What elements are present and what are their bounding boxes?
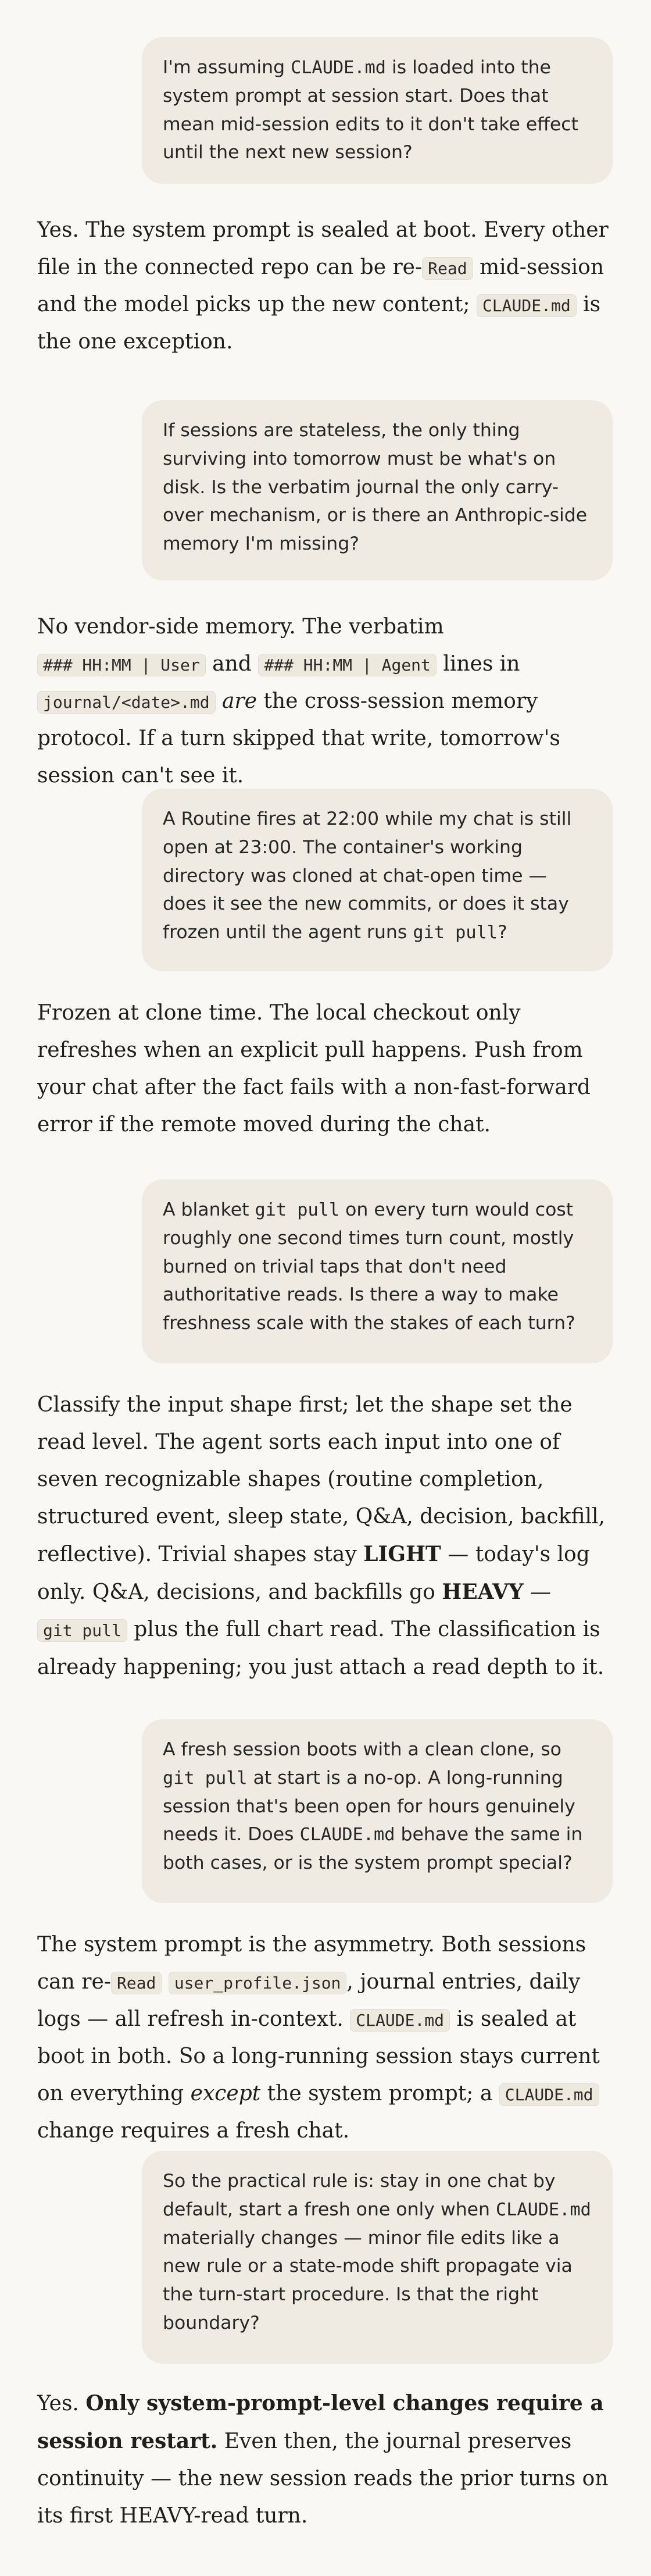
- message-text: Classify the input shape first; let the shape set the read level. The agent sorts each input into one of seven recognizable shapes (routine completion, structured event, sleep state, Q&A, decision, backfill, reflective). Trivial shapes stay: [37, 1393, 605, 1567]
- inline-code: user_profile.json: [169, 1972, 347, 1994]
- inline-code: CLAUDE.md: [496, 2199, 591, 2220]
- inline-code: git pull: [255, 1200, 340, 1220]
- inline-code: ### HH:MM | Agent: [258, 654, 437, 676]
- message-text: [216, 689, 222, 713]
- message-text: the system prompt; a: [260, 2082, 499, 2106]
- message-text: materially changes — minor file edits like a new rule or a state-mode shift propagate via the turn-start procedure. Is that the right boundary?: [163, 2227, 573, 2334]
- message-text: and: [205, 652, 259, 676]
- assistant-message: [37, 608, 618, 794]
- message-text: A Routine fires at 22:00 while my chat is still open at 23:00. The container's working directory was cloned at chat-open time — does it see the new commits, or does it stay frozen until the agent runs: [163, 808, 572, 943]
- message-text: —: [523, 1580, 552, 1605]
- message-text: So the practical rule is: stay in one chat by default, start a fresh one only when: [163, 2171, 556, 2220]
- message-text: — today's log only. Q&A, decisions, and backfills go: [37, 1542, 590, 1605]
- message-text: Even then, the journal preserves continuity — the new session reads the prior turns on its first HEAVY-read turn.: [37, 2429, 609, 2528]
- inline-code: CLAUDE.md: [477, 294, 577, 317]
- user-message: [142, 789, 613, 971]
- user-message: [142, 1719, 613, 1903]
- inline-code: git pull: [163, 1768, 248, 1788]
- message-text: Yes. The system prompt is sealed at boot. Every other file in the connected repo can be re-: [37, 218, 609, 280]
- assistant-message: [37, 1926, 618, 2150]
- inline-code: Read: [422, 257, 473, 280]
- message-text: The system prompt is the asymmetry. Both sessions can re-: [37, 1933, 586, 1994]
- inline-code: Read: [111, 1972, 162, 1994]
- message-text: change requires a fresh chat.: [37, 2119, 350, 2143]
- message-text: on every turn would cost roughly one second times turn count, mostly burned on trivial taps that don't need authoritative reads. Is there a way to make freshness scale with the stakes of each turn?: [163, 1199, 575, 1334]
- user-message: [142, 37, 613, 184]
- message-text: No vendor-side memory. The verbatim: [37, 615, 444, 639]
- assistant-message: [37, 995, 618, 1143]
- inline-code: git pull: [413, 922, 498, 943]
- bold-text: LIGHT: [363, 1542, 441, 1567]
- bold-text: Only system-prompt-level changes require a session restart.: [37, 2391, 604, 2454]
- inline-code: journal/<date>.md: [37, 691, 216, 714]
- message-text: is the one exception.: [37, 293, 601, 354]
- inline-code: CLAUDE.md: [291, 58, 386, 78]
- message-text: Yes.: [37, 2392, 86, 2415]
- inline-code: CLAUDE.md: [299, 1825, 395, 1845]
- message-text: ?: [497, 922, 507, 943]
- inline-code: git pull: [37, 1619, 127, 1642]
- message-text: A fresh session boots with a clean clone, so: [163, 1739, 561, 1760]
- message-text: at start is a no-op. A long-running session that's been open for hours genuinely needs it. Does: [163, 1767, 575, 1845]
- message-text: mid-session and the model picks up the new content;: [37, 255, 604, 317]
- message-text: behave the same in both cases, or is the system prompt special?: [163, 1824, 583, 1874]
- message-text: lines in: [436, 652, 520, 676]
- italic-text: are: [222, 689, 257, 714]
- message-text: is loaded into the system prompt at session start. Does that mean mid-session edits to it don't take effect until the next new session?: [163, 57, 578, 163]
- user-message: [142, 1180, 613, 1363]
- message-text: I'm assuming: [163, 57, 291, 78]
- message-text: Frozen at clone time. The local checkout only refreshes when an explicit pull happens. Push from your chat after the fact fails with a non-fast-forward error if the remote moved during the chat.: [37, 1001, 591, 1137]
- assistant-message: [37, 1387, 618, 1686]
- message-text: the cross-session memory protocol. If a turn skipped that write, tomorrow's session can't see it.: [37, 689, 560, 788]
- message-text: is sealed at boot in both. So a long-running session stays current on everything: [37, 2007, 600, 2106]
- message-text: If sessions are stateless, the only thing surviving into tomorrow must be what's on disk. Is the verbatim journal the only carry-over mechanism, or is there an Anthropic-side memory I'm missing?: [163, 420, 588, 555]
- message-text: plus the full chart read. The classification is already happening; you just attach a read depth to it.: [37, 1617, 604, 1679]
- assistant-message: [37, 212, 618, 361]
- message-text: [162, 1970, 168, 1994]
- message-text: , journal entries, daily logs — all refresh in-context.: [37, 1970, 581, 2032]
- assistant-message: [37, 2385, 618, 2535]
- inline-code: CLAUDE.md: [350, 2009, 450, 2032]
- inline-code: ### HH:MM | User: [37, 654, 206, 676]
- user-message: [142, 2151, 613, 2364]
- inline-code: CLAUDE.md: [499, 2083, 599, 2106]
- bold-text: HEAVY: [442, 1580, 524, 1605]
- italic-text: except: [190, 2082, 261, 2106]
- user-message: [142, 400, 613, 580]
- message-text: A blanket: [163, 1199, 255, 1220]
